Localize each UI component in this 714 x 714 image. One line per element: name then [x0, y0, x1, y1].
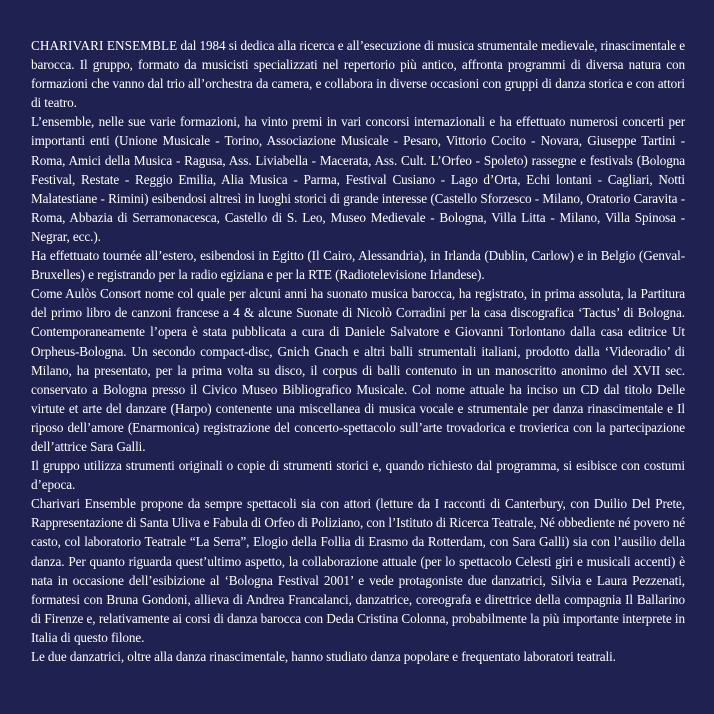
paragraph-intro: [31, 36, 685, 112]
paragraph-intro-text: dal 1984 si dedica alla ricerca e all’esecuzione di musica strumentale medievale, rinascimentale e barocca. Il gruppo, formato da musicisti specializzati nel repertorio più antico, affronta programmi di diversa natura con formazioni che vanno dal trio all’orchestra da camera, e collabora in diverse occasioni con gruppi di danza storica e con attori di teatro.: [31, 38, 685, 111]
paragraph-dancers: Le due danzatrici, oltre alla danza rinascimentale, hanno studiato danza popolare e frequentato laboratori teatrali.: [31, 649, 616, 664]
ensemble-name: CHARIVARI ENSEMBLE: [31, 38, 178, 53]
paragraph-performances: Charivari Ensemble propone da sempre spettacoli sia con attori (letture da I racconti di Canterbury, con Duilio Del Prete, Rappresentazione di Santa Uliva e Fabula di Orfeo di Poliziano, con l’Istituto di Ricerca Teatrale, Né obbediente né povero né casto, col laboratorio Teatrale “La Serra”, Elogio della Follia di Erasmo da Rotterdam, con Sara Galli) sia con l’ausilio della danza. Per quanto riguarda quest’ultimo aspetto, la collaborazione attuale (per lo spettacolo Celesti giri e musicali accenti) è nata in occasione dell’esibizione al ‘Bologna Festival 2001’ e vede protagoniste due danzatrici, Silvia e Laura Pezzenati, formatesi con Bruna Gondoni, allieva di Andrea Francalanci, danzatrice, coreografa e direttrice della compagnia Il Ballarino di Firenze e, relativamente ai corsi di danza barocca con Deda Cristina Colonna, probabilmente la più importante interprete in Italia di questo filone.: [31, 496, 685, 645]
paragraph-awards-concerts: L’ensemble, nelle sue varie formazioni, ha vinto premi in vari concorsi internazionali e ha effettuato numerosi concerti per importanti enti (Unione Musicale - Torino, Associazione Musicale - Pesaro, Vittorio Cocito - Novara, Giuseppe Tartini - Roma, Amici della Musica - Ragusa, Ass. Liviabella - Macerata, Ass. Cult. L’Orfeo - Spoleto) rassegne e festivals (Bologna Festival, Restate - Reggio Emilia, Alia Musica - Parma, Festival Cusiano - Lago d’Orta, Echi lontani - Cagliari, Notti Malatestiane - Rimini) esibendosi altresì in luoghi storici di grande interesse (Castello Sforzesco - Milano, Oratorio Caravita - Roma, Abbazia di Serramonacesca, Castello di S. Leo, Museo Medievale - Bologna, Villa Litta - Milano, Villa Spinosa - Negrar, ecc.).: [31, 114, 685, 244]
paragraph-instruments: Il gruppo utilizza strumenti originali o copie di strumenti storici e, quando richiesto dal programma, si esibisce con costumi d’epoca.: [31, 458, 685, 493]
paragraph-tours-abroad: Ha effettuato tournée all’estero, esibendosi in Egitto (Il Cairo, Alessandria), in Irlanda (Dublin, Carlow) e in Belgio (Genval-Bruxelles) e registrando per la radio egiziana e per la RTE (Radiotelevisione Irlandese).: [31, 248, 685, 283]
paragraph-recordings: Come Aulòs Consort nome col quale per alcuni anni ha suonato musica barocca, ha registrato, in prima assoluta, la Partitura del primo libro de canzoni francese a 4 & alcune Suonate di Nicolò Corradini per la casa discografica ‘Tactus’ di Bologna. Contemporaneamente l’opera è stata pubblicata a cura di Daniele Salvatore e Giovanni Torlontano dalla casa editrice Ut Orpheus-Bologna. Un secondo compact-disc, Gnich Gnach e altri balli strumentali italiani, prodotto dalla ‘Videoradio’ di Milano, ha presentato, per la prima volta su disco, il corpus di balli contenuto in un manoscritto anonimo del XVII sec. conservato a Bologna presso il Civico Museo Bibliografico Musicale. Col nome attuale ha inciso un CD dal titolo Delle virtute et arte del danzare (Harpo) contenente una miscellanea di musica vocale e strumentale per danza rinascimentale e Il riposo dell’amore (Enarmonica) registrazione del concerto-spettacolo sull’arte trovadorica e trovierica con la partecipazione dell’attrice Sara Galli.: [31, 286, 685, 454]
biography-text-block: [31, 36, 685, 666]
